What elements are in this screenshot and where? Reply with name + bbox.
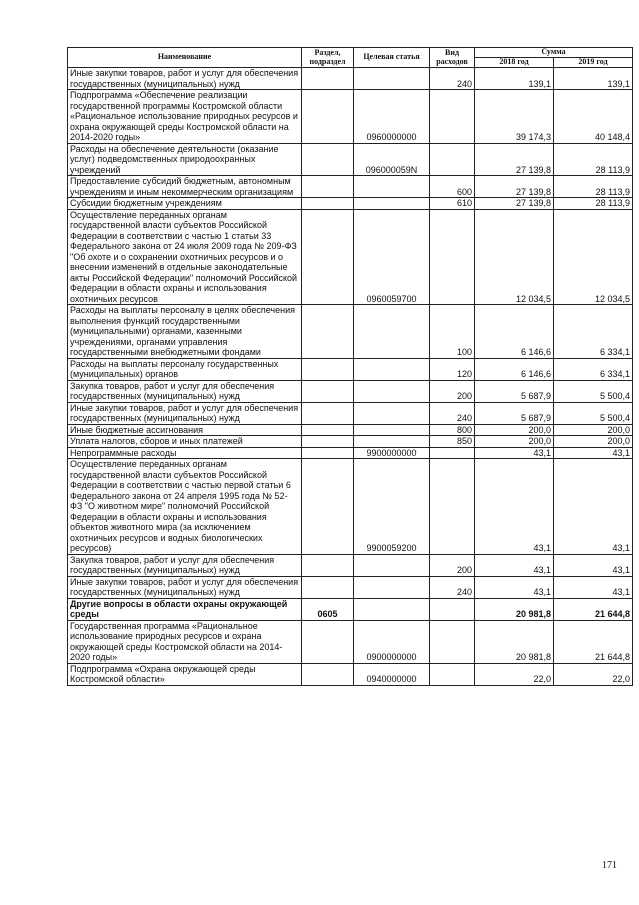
cell-type xyxy=(430,663,475,685)
table-row xyxy=(68,598,633,620)
cell-target: 9900059200 xyxy=(354,459,430,555)
cell-name: Закупка товаров, работ и услуг для обеспечения государственных (муниципальных) нужд xyxy=(68,380,302,402)
cell-type: 240 xyxy=(430,576,475,598)
cell-type: 100 xyxy=(430,305,475,359)
table-row xyxy=(68,176,633,198)
cell-section xyxy=(302,436,354,448)
cell-2018: 6 146,6 xyxy=(475,358,554,380)
cell-2018: 39 174,3 xyxy=(475,90,554,144)
table-row xyxy=(68,358,633,380)
table-row xyxy=(68,663,633,685)
cell-name: Иные закупки товаров, работ и услуг для обеспечения государственных (муниципальных) нужд xyxy=(68,576,302,598)
cell-2019: 28 113,9 xyxy=(554,143,633,176)
cell-target xyxy=(354,598,430,620)
cell-2019: 5 500,4 xyxy=(554,380,633,402)
cell-target xyxy=(354,68,430,90)
cell-type xyxy=(430,90,475,144)
cell-type xyxy=(430,598,475,620)
cell-name: Иные закупки товаров, работ и услуг для обеспечения государственных (муниципальных) нужд xyxy=(68,402,302,424)
table-row xyxy=(68,424,633,436)
cell-2018: 200,0 xyxy=(475,436,554,448)
cell-name: Подпрограмма «Обеспечение реализации государственной программы Костромской области «Рациональное использование природных ресурсов и охрана окружающей среды Костромской области на 2014-2020 годы» xyxy=(68,90,302,144)
table-header xyxy=(68,48,633,68)
cell-type: 120 xyxy=(430,358,475,380)
cell-section xyxy=(302,305,354,359)
cell-section xyxy=(302,576,354,598)
cell-2019: 43,1 xyxy=(554,554,633,576)
cell-section xyxy=(302,663,354,685)
cell-section xyxy=(302,424,354,436)
cell-target xyxy=(354,424,430,436)
cell-section xyxy=(302,358,354,380)
header-type: Вид расходов xyxy=(430,48,475,68)
cell-target xyxy=(354,358,430,380)
cell-2019: 43,1 xyxy=(554,459,633,555)
cell-2018: 20 981,8 xyxy=(475,598,554,620)
cell-2018: 22,0 xyxy=(475,663,554,685)
cell-type: 800 xyxy=(430,424,475,436)
cell-target xyxy=(354,176,430,198)
header-year-2019: 2019 год xyxy=(554,58,633,68)
cell-2018: 43,1 xyxy=(475,459,554,555)
cell-2019: 200,0 xyxy=(554,436,633,448)
cell-section xyxy=(302,402,354,424)
cell-name: Предоставление субсидий бюджетным, автономным учреждениям и иным некоммерческим организациям xyxy=(68,176,302,198)
cell-target xyxy=(354,436,430,448)
cell-2018: 5 687,9 xyxy=(475,380,554,402)
cell-2019: 6 334,1 xyxy=(554,305,633,359)
cell-2018: 20 981,8 xyxy=(475,620,554,663)
table-row xyxy=(68,305,633,359)
cell-section: 0605 xyxy=(302,598,354,620)
cell-2019: 6 334,1 xyxy=(554,358,633,380)
cell-2019: 5 500,4 xyxy=(554,402,633,424)
cell-section xyxy=(302,68,354,90)
cell-type: 850 xyxy=(430,436,475,448)
cell-target xyxy=(354,554,430,576)
cell-name: Подпрограмма «Охрана окружающей среды Костромской области» xyxy=(68,663,302,685)
cell-target xyxy=(354,198,430,210)
cell-2019: 200,0 xyxy=(554,424,633,436)
cell-name: Государственная программа «Рациональное использование природных ресурсов и охрана окружающей среды Костромской области на 2014-2020 годы» xyxy=(68,620,302,663)
cell-name: Иные закупки товаров, работ и услуг для обеспечения государственных (муниципальных) нужд xyxy=(68,68,302,90)
cell-target: 0960000000 xyxy=(354,90,430,144)
cell-name: Расходы на выплаты персоналу государственных (муниципальных) органов xyxy=(68,358,302,380)
cell-target: 0940000000 xyxy=(354,663,430,685)
header-sum: Сумма xyxy=(475,48,633,58)
cell-name: Уплата налогов, сборов и иных платежей xyxy=(68,436,302,448)
cell-name: Другие вопросы в области охраны окружающей среды xyxy=(68,598,302,620)
cell-2019: 28 113,9 xyxy=(554,198,633,210)
cell-2018: 43,1 xyxy=(475,576,554,598)
cell-type xyxy=(430,209,475,305)
table-row xyxy=(68,554,633,576)
cell-type: 240 xyxy=(430,68,475,90)
cell-type: 610 xyxy=(430,198,475,210)
table-row xyxy=(68,143,633,176)
cell-name: Субсидии бюджетным учреждениям xyxy=(68,198,302,210)
cell-2019: 40 148,4 xyxy=(554,90,633,144)
cell-2018: 12 034,5 xyxy=(475,209,554,305)
table-row xyxy=(68,68,633,90)
cell-type xyxy=(430,447,475,459)
cell-2019: 43,1 xyxy=(554,576,633,598)
cell-2019: 21 644,8 xyxy=(554,598,633,620)
table-body xyxy=(68,68,633,686)
table-row xyxy=(68,90,633,144)
cell-target xyxy=(354,402,430,424)
cell-section xyxy=(302,198,354,210)
cell-section xyxy=(302,176,354,198)
cell-2019: 12 034,5 xyxy=(554,209,633,305)
table-row xyxy=(68,447,633,459)
cell-type: 200 xyxy=(430,554,475,576)
table-row xyxy=(68,436,633,448)
header-section: Раздел, подраздел xyxy=(302,48,354,68)
cell-target: 0960059700 xyxy=(354,209,430,305)
cell-2019: 22,0 xyxy=(554,663,633,685)
cell-section xyxy=(302,554,354,576)
cell-2018: 43,1 xyxy=(475,554,554,576)
cell-type xyxy=(430,620,475,663)
cell-section xyxy=(302,459,354,555)
table-row xyxy=(68,459,633,555)
table-row xyxy=(68,380,633,402)
table-row xyxy=(68,198,633,210)
cell-target: 096000059N xyxy=(354,143,430,176)
cell-name: Осуществление переданных органам государственной власти субъектов Российской Федерации в соответствии с частью первой статьи 6 Федерального закона от 24 апреля 1995 года № 52-ФЗ "О животном мире" полномочий Российской Федерации в области охраны и использования объектов животного мира (за исключением охотничьих ресурсов и водных биологических ресурсов) xyxy=(68,459,302,555)
cell-target: 9900000000 xyxy=(354,447,430,459)
cell-section xyxy=(302,447,354,459)
cell-type: 600 xyxy=(430,176,475,198)
cell-section xyxy=(302,209,354,305)
cell-2018: 27 139,8 xyxy=(475,143,554,176)
budget-table xyxy=(67,47,633,686)
cell-section xyxy=(302,620,354,663)
cell-type xyxy=(430,459,475,555)
cell-2018: 139,1 xyxy=(475,68,554,90)
cell-section xyxy=(302,90,354,144)
cell-2018: 27 139,8 xyxy=(475,176,554,198)
cell-2018: 27 139,8 xyxy=(475,198,554,210)
cell-name: Иные бюджетные ассигнования xyxy=(68,424,302,436)
cell-name: Осуществление переданных органам государственной власти субъектов Российской Федерации в соответствии с частью 1 статьи 33 Федерального закона от 24 июля 2009 года № 209-ФЗ "Об охоте и о сохранении охотничьих ресурсов и о внесении изменений в отдельные законодательные акты Российской Федерации" полномочий Российской Федерации в области охраны и использования охотничьих ресурсов xyxy=(68,209,302,305)
cell-target: 0900000000 xyxy=(354,620,430,663)
table-row xyxy=(68,620,633,663)
cell-type: 200 xyxy=(430,380,475,402)
table-row xyxy=(68,209,633,305)
cell-2019: 21 644,8 xyxy=(554,620,633,663)
header-name: Наименование xyxy=(68,48,302,68)
cell-section xyxy=(302,380,354,402)
cell-target xyxy=(354,305,430,359)
cell-target xyxy=(354,576,430,598)
cell-2018: 43,1 xyxy=(475,447,554,459)
cell-name: Расходы на обеспечение деятельности (оказание услуг) подведомственных природоохранных учреждений xyxy=(68,143,302,176)
cell-name: Расходы на выплаты персоналу в целях обеспечения выполнения функций государственными (муниципальными) органами, казенными учреждениями, органами управления государственными внебюджетными фондами xyxy=(68,305,302,359)
cell-2019: 28 113,9 xyxy=(554,176,633,198)
cell-2019: 43,1 xyxy=(554,447,633,459)
cell-type xyxy=(430,143,475,176)
cell-2019: 139,1 xyxy=(554,68,633,90)
cell-2018: 6 146,6 xyxy=(475,305,554,359)
header-year-2018: 2018 год xyxy=(475,58,554,68)
table-row xyxy=(68,402,633,424)
header-target: Целевая статья xyxy=(354,48,430,68)
cell-type: 240 xyxy=(430,402,475,424)
cell-2018: 5 687,9 xyxy=(475,402,554,424)
cell-section xyxy=(302,143,354,176)
table-row xyxy=(68,576,633,598)
cell-name: Закупка товаров, работ и услуг для обеспечения государственных (муниципальных) нужд xyxy=(68,554,302,576)
cell-2018: 200,0 xyxy=(475,424,554,436)
cell-name: Непрограммные расходы xyxy=(68,447,302,459)
page-number: 171 xyxy=(602,860,617,871)
cell-target xyxy=(354,380,430,402)
